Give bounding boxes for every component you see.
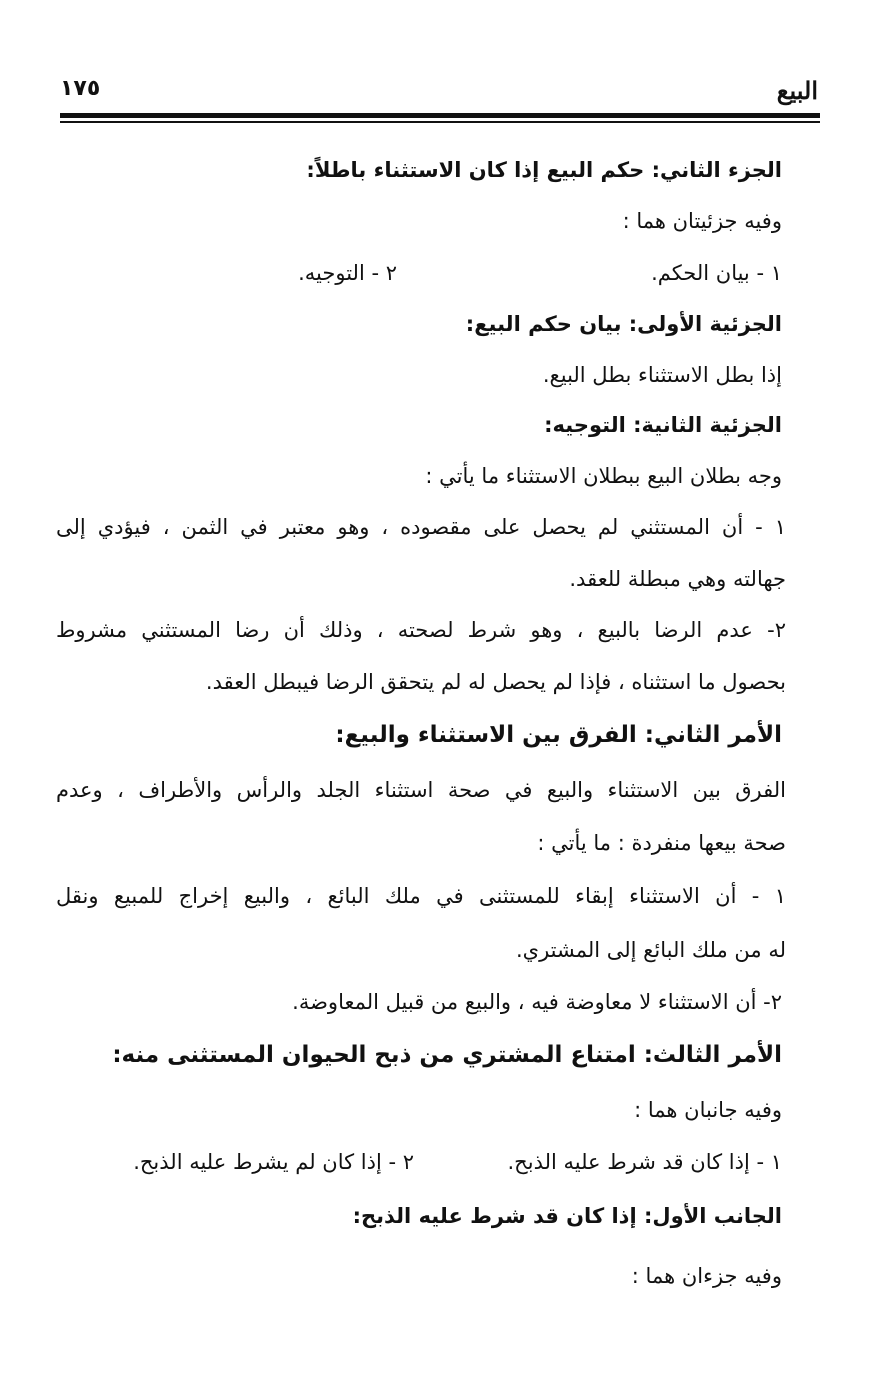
paragraph-line: بحصول ما استثناه ، فإذا لم يحصل له لم يتحقق الرضا فيبطل العقد. <box>205 670 786 694</box>
section-heading-matter-two: الأمر الثاني: الفرق بين الاستثناء والبيع: <box>335 722 782 748</box>
paragraph-line: وفيه جانبان هما : <box>634 1098 782 1122</box>
paragraph-line: ٢- عدم الرضا بالبيع ، وهو شرط لصحته ، وذلك أن رضا المستثني مشروط <box>56 618 786 642</box>
page-header <box>60 76 818 110</box>
paragraph-line: ١ - أن المستثني لم يحصل على مقصوده ، وهو معتبر في الثمن ، فيؤدي إلى <box>56 515 786 539</box>
header-rule-thin <box>60 121 820 123</box>
enum-item: ٢ - إذا كان لم يشرط عليه الذبح. <box>133 1150 414 1174</box>
paragraph-line: وفيه جزءان هما : <box>631 1264 782 1288</box>
section-heading-matter-three: الأمر الثالث: امتناع المشتري من ذبح الحيوان المستثنى منه: <box>112 1042 782 1068</box>
enumeration-row <box>60 255 782 291</box>
enum-item: ٢ - التوجيه. <box>298 261 397 285</box>
paragraph-line: صحة بيعها منفردة : ما يأتي : <box>537 831 786 855</box>
page-number: ١٧٥ <box>60 76 101 101</box>
header-rule-thick <box>60 113 820 118</box>
enum-item: ١ - بيان الحكم. <box>651 261 782 285</box>
section-heading-part-two: الجزء الثاني: حكم البيع إذا كان الاستثناء باطلاً: <box>306 158 782 182</box>
paragraph-line: وجه بطلان البيع ببطلان الاستثناء ما يأتي : <box>425 464 782 488</box>
subheading: الجانب الأول: إذا كان قد شرط عليه الذبح: <box>352 1204 782 1228</box>
paragraph-line: له من ملك البائع إلى المشتري. <box>515 938 786 962</box>
paragraph-line: جهالته وهي مبطلة للعقد. <box>569 567 786 591</box>
running-title: البيع <box>776 76 818 105</box>
paragraph-line: ١ - أن الاستثناء إبقاء للمستثنى في ملك البائع ، والبيع إخراج للمبيع ونقل <box>56 884 786 908</box>
enumeration-row <box>60 1144 782 1180</box>
paragraph-line: ٢- أن الاستثناء لا معاوضة فيه ، والبيع من قبيل المعاوضة. <box>292 990 782 1014</box>
paragraph-line: الفرق بين الاستثناء والبيع في صحة استثناء الجلد والرأس والأطراف ، وعدم <box>56 778 786 802</box>
enum-item: ١ - إذا كان قد شرط عليه الذبح. <box>507 1150 782 1174</box>
subheading: الجزئية الأولى: بيان حكم البيع: <box>465 312 782 336</box>
paragraph-line: وفيه جزئيتان هما : <box>622 209 782 233</box>
paragraph-line: إذا بطل الاستثناء بطل البيع. <box>542 363 782 387</box>
subheading: الجزئية الثانية: التوجيه: <box>544 413 782 437</box>
